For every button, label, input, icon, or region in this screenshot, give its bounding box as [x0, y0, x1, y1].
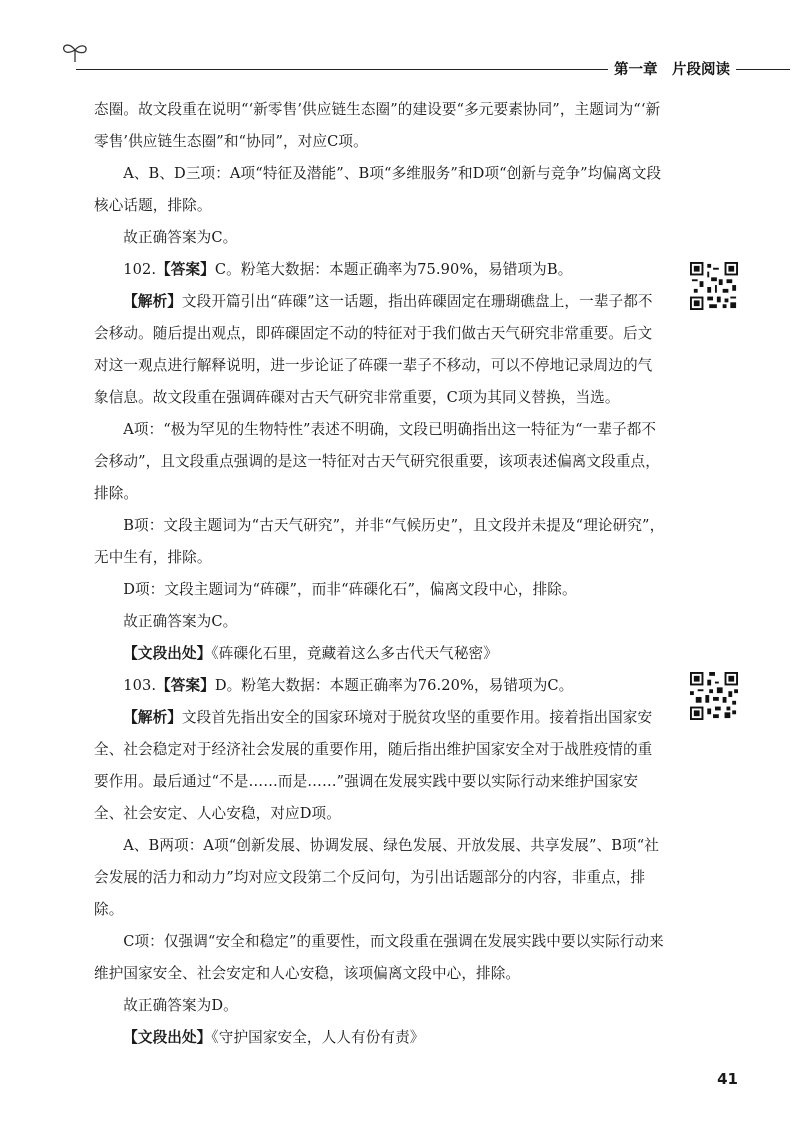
source-103: 【文段出处】《守护国家安全，人人有份有责》	[123, 1029, 425, 1046]
paragraph: 故正确答案为C。	[123, 613, 238, 630]
paragraph: C项：仅强调“安全和稳定”的重要性，而文段重在强调在发展实践中要以实际行动来维护国家安全、社会安定和人心安稳，该项偏离文段中心，排除。	[94, 933, 664, 982]
answer-102: 102.【答案】C。粉笔大数据：本题正确率为75.90%，易错项为B。	[123, 261, 573, 278]
qr-code-icon[interactable]	[690, 672, 738, 720]
paragraph: 故正确答案为C。	[123, 229, 238, 246]
paragraph: 态圈。故文段重在说明“‘新零售’供应链生态圈”的建设要“多元要素协同”，主题词为“‘新零售’供应链生态圈”和“协同”，对应C项。	[94, 101, 661, 150]
page-content	[94, 94, 666, 1054]
paragraph: A项：“极为罕见的生物特性”表述不明确，文段已明确指出这一特征为“一辈子都不会移动”，且文段重点强调的是这一特征对古天气研究很重要，该项表述偏离文段重点，排除。	[94, 421, 660, 502]
page-header	[60, 40, 790, 80]
answer-tag: 【答案】	[156, 677, 215, 694]
analysis-tag: 【解析】	[123, 293, 182, 310]
chapter-title: 第一章 片段阅读	[608, 58, 736, 79]
analysis-102: 【解析】文段开篇引出“砗磲”这一话题，指出砗磲固定在珊瑚礁盘上，一辈子都不会移动。随后提出观点，即砗磲固定不动的特征对于我们做古天气研究非常重要。后文对这一观点进行解释说明，进一步论证了砗磲一辈子不移动，可以不停地记录周边的气象信息。故文段重在强调砗磲对古天气研究非常重要，C项为其同义替换，当选。	[94, 293, 653, 406]
paragraph: B项：文段主题词为“古天气研究”，并非“气候历史”，且文段并未提及“理论研究”，无中生有，排除。	[94, 517, 665, 566]
source-tag: 【文段出处】	[123, 645, 212, 662]
sprout-icon	[60, 40, 90, 64]
answer-103: 103.【答案】D。粉笔大数据：本题正确率为76.20%，易错项为C。	[123, 677, 574, 694]
source-tag: 【文段出处】	[123, 1029, 212, 1046]
paragraph: 故正确答案为D。	[123, 997, 238, 1014]
analysis-103: 【解析】文段首先指出安全的国家环境对于脱贫攻坚的重要作用。接着指出国家安全、社会稳定对于经济社会发展的重要作用，随后指出维护国家安全对于战胜疫情的重要作用。最后通过“不是……而是……”强调在发展实践中要以实际行动来维护国家安全、社会安定、人心安稳，对应D项。	[94, 709, 653, 822]
paragraph: A、B两项：A项“创新发展、协调发展、绿色发展、开放发展、共享发展”、B项“社会发展的活力和动力”均对应文段第二个反问句，为引出话题部分的内容，非重点，排除。	[94, 837, 659, 918]
qr-code-icon[interactable]	[690, 262, 738, 310]
analysis-tag: 【解析】	[123, 709, 182, 726]
source-102: 【文段出处】《砗磲化石里，竟藏着这么多古代天气秘密》	[123, 645, 498, 662]
paragraph: D项：文段主题词为“砗磲”，而非“砗磲化石”，偏离文段中心，排除。	[123, 581, 577, 598]
answer-tag: 【答案】	[156, 261, 215, 278]
paragraph: A、B、D三项：A项“特征及潜能”、B项“多维服务”和D项“创新与竞争”均偏离文段核心话题，排除。	[94, 165, 662, 214]
page-number: 41	[717, 1070, 738, 1088]
